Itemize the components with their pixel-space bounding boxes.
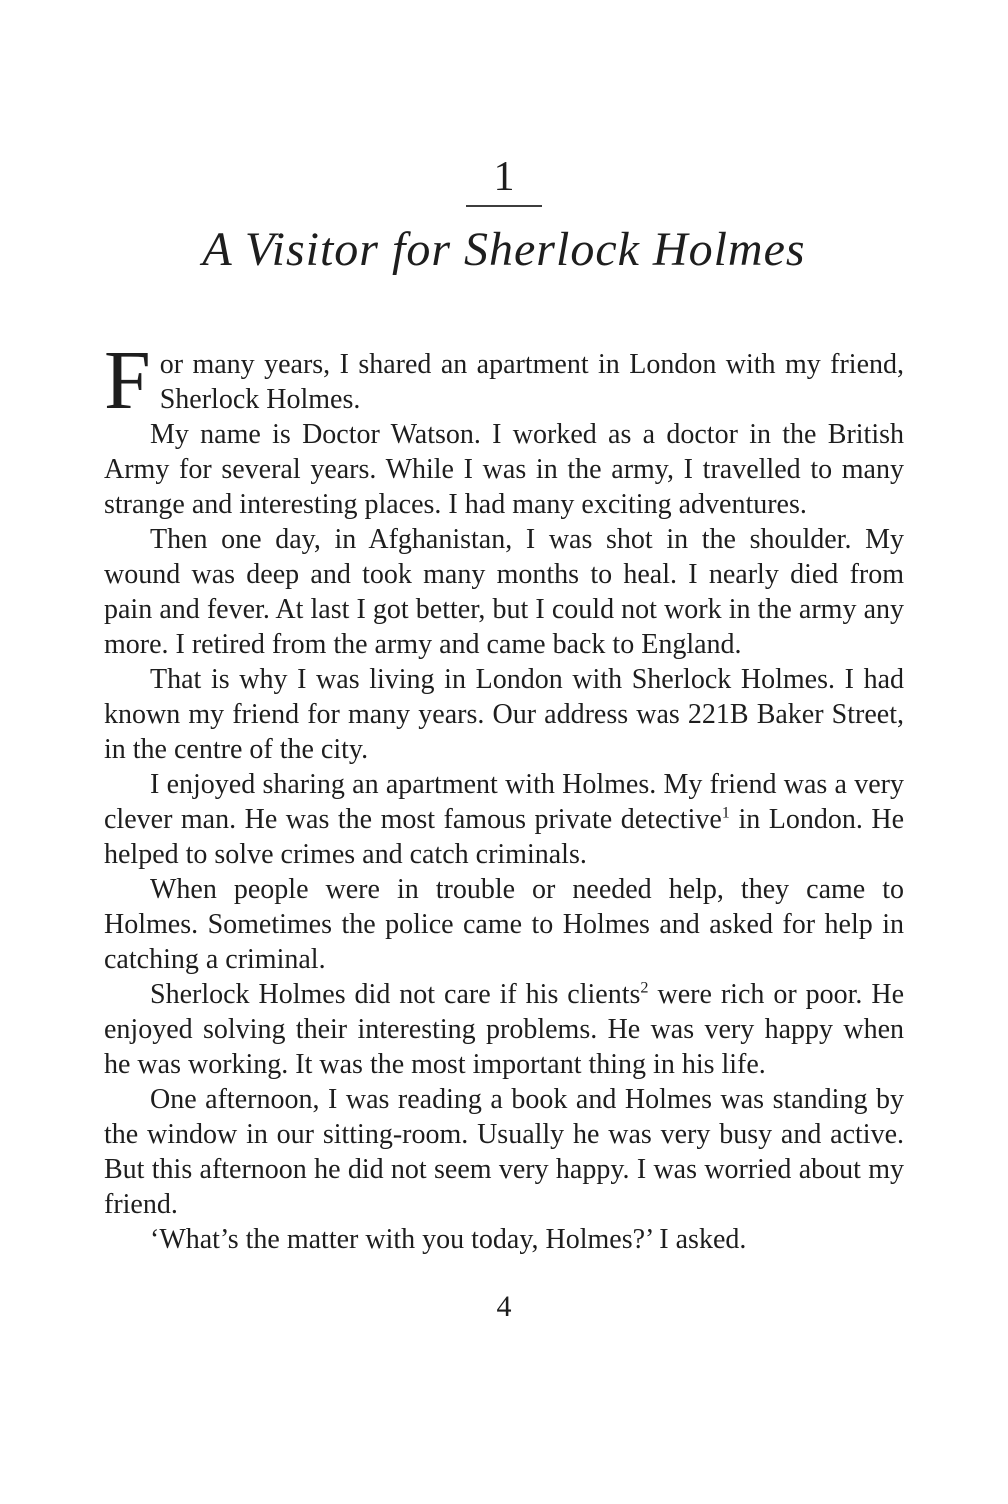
paragraph: I enjoyed sharing an apartment with Holmes. My friend was a very clever man. He was the most famous private detective$^1$ in London. He helped to solve crimes and catch criminals. [104, 769, 904, 871]
chapter-rule-divider [466, 205, 542, 207]
paragraph: When people were in trouble or needed help, they came to Holmes. Sometimes the police came to Holmes and asked for help in catching a criminal. [104, 874, 904, 976]
drop-cap: F [104, 334, 151, 428]
chapter-title: A Visitor for Sherlock Holmes [202, 223, 806, 276]
paragraph: That is why I was living in London with Sherlock Holmes. I had known my friend for many years. Our address was 221B Baker Street, in the centre of the city. [104, 664, 904, 766]
footnote-reference: 1 [721, 803, 730, 822]
paragraph: For many years, I shared an apartment in London with my friend, Sherlock Holmes. [104, 334, 904, 428]
chapter-heading [0, 0, 1008, 277]
paragraph: ‘What’s the matter with you today, Holmes?’ I asked. [150, 1224, 747, 1256]
body-text [104, 334, 904, 1257]
paragraph: Sherlock Holmes did not care if his clients$^2$ were rich or poor. He enjoyed solving their interesting problems. He was very happy when he was working. It was the most important thing in his life. [104, 978, 904, 1081]
paragraph: One afternoon, I was reading a book and Holmes was standing by the window in our sitting-room. Usually he was very busy and active. But this afternoon he did not seem very happy. I was worried about my friend. [104, 1084, 904, 1221]
page-number: 4 [496, 1290, 512, 1324]
chapter-number: 1 [493, 154, 515, 200]
paragraph: My name is Doctor Watson. I worked as a doctor in the British Army for several years. While I was in the army, I travelled to many strange and interesting places. I had many exciting adventures. [104, 419, 904, 521]
paragraph: Then one day, in Afghanistan, I was shot in the shoulder. My wound was deep and took many months to heal. I nearly died from pain and fever. At last I got better, but I could not work in the army any more. I retired from the army and came back to England. [104, 524, 904, 661]
footnote-reference: 2 [640, 978, 649, 997]
